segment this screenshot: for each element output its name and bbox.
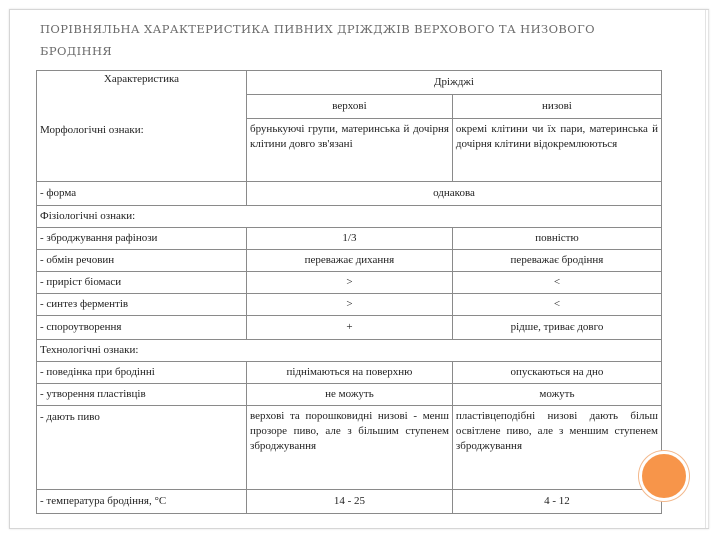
row-form-label: - форма [37, 182, 247, 206]
row-metabolism-label: - обмін речовин [37, 250, 247, 272]
row-biomass-top: > [246, 272, 452, 294]
row-beer-label: - дають пиво [37, 406, 247, 490]
header-yeast: Дріжджі [246, 71, 661, 95]
row-morphology-top: брунькуючі групи, материнська й дочірня клітини довго зв'язані [246, 119, 452, 182]
row-flakes-label: - утворення пластівців [37, 384, 247, 406]
header-top-yeast: верхові [246, 95, 452, 119]
slide-title: ПОРІВНЯЛЬНА ХАРАКТЕРИСТИКА ПИВНИХ ДРІЖДЖІВ ВЕРХОВОГО ТА НИЗОВОГО БРОДІННЯ [40, 22, 595, 58]
row-flakes-bottom: можуть [452, 384, 661, 406]
row-raffinose-bottom: повністю [452, 228, 661, 250]
row-form-value: однакова [246, 182, 661, 206]
section-physiology: Фізіологічні ознаки: [37, 206, 662, 228]
row-temperature-top: 14 - 25 [246, 490, 452, 514]
row-enzymes-label: - синтез ферментів [37, 294, 247, 316]
row-biomass-label: - приріст біомаси [37, 272, 247, 294]
row-biomass-bottom: < [452, 272, 661, 294]
section-technology: Технологічні ознаки: [37, 340, 662, 362]
row-enzymes-bottom: < [452, 294, 661, 316]
row-morphology-bottom: окремі клітини чи їх пари, материнська й дочірня клітини відокремлюються [452, 119, 661, 182]
row-behavior-top: піднімаються на поверхню [246, 362, 452, 384]
row-behavior-bottom: опускаються на дно [452, 362, 661, 384]
row-raffinose-label: - зброджування рафінози [37, 228, 247, 250]
header-characteristic: Характеристика [37, 71, 247, 119]
row-sporulation-bottom: рідше, триває довго [452, 316, 661, 340]
row-raffinose-top: 1/3 [246, 228, 452, 250]
row-beer-top: верхові та порошковидні низові - менш прозоре пиво, але з більшим ступенем зброджування [246, 406, 452, 490]
row-metabolism-top: переважає дихання [246, 250, 452, 272]
row-flakes-top: не можуть [246, 384, 452, 406]
row-temperature-label: - температура бродіння, °С [37, 490, 247, 514]
row-beer-bottom: пластівцеподібні низові дають більш освітлене пиво, але з меншим ступенем зброджування [452, 406, 661, 490]
row-sporulation-label: - спороутворення [37, 316, 247, 340]
row-temperature-bottom: 4 - 12 [452, 490, 661, 514]
row-sporulation-top: + [246, 316, 452, 340]
decorative-orange-circle [639, 451, 689, 501]
comparison-table [36, 70, 662, 514]
row-behavior-label: - поведінка при бродінні [37, 362, 247, 384]
row-enzymes-top: > [246, 294, 452, 316]
header-bottom-yeast: низові [452, 95, 661, 119]
row-metabolism-bottom: переважає бродіння [452, 250, 661, 272]
row-morphology-label: Морфологічні ознаки: [37, 119, 247, 182]
